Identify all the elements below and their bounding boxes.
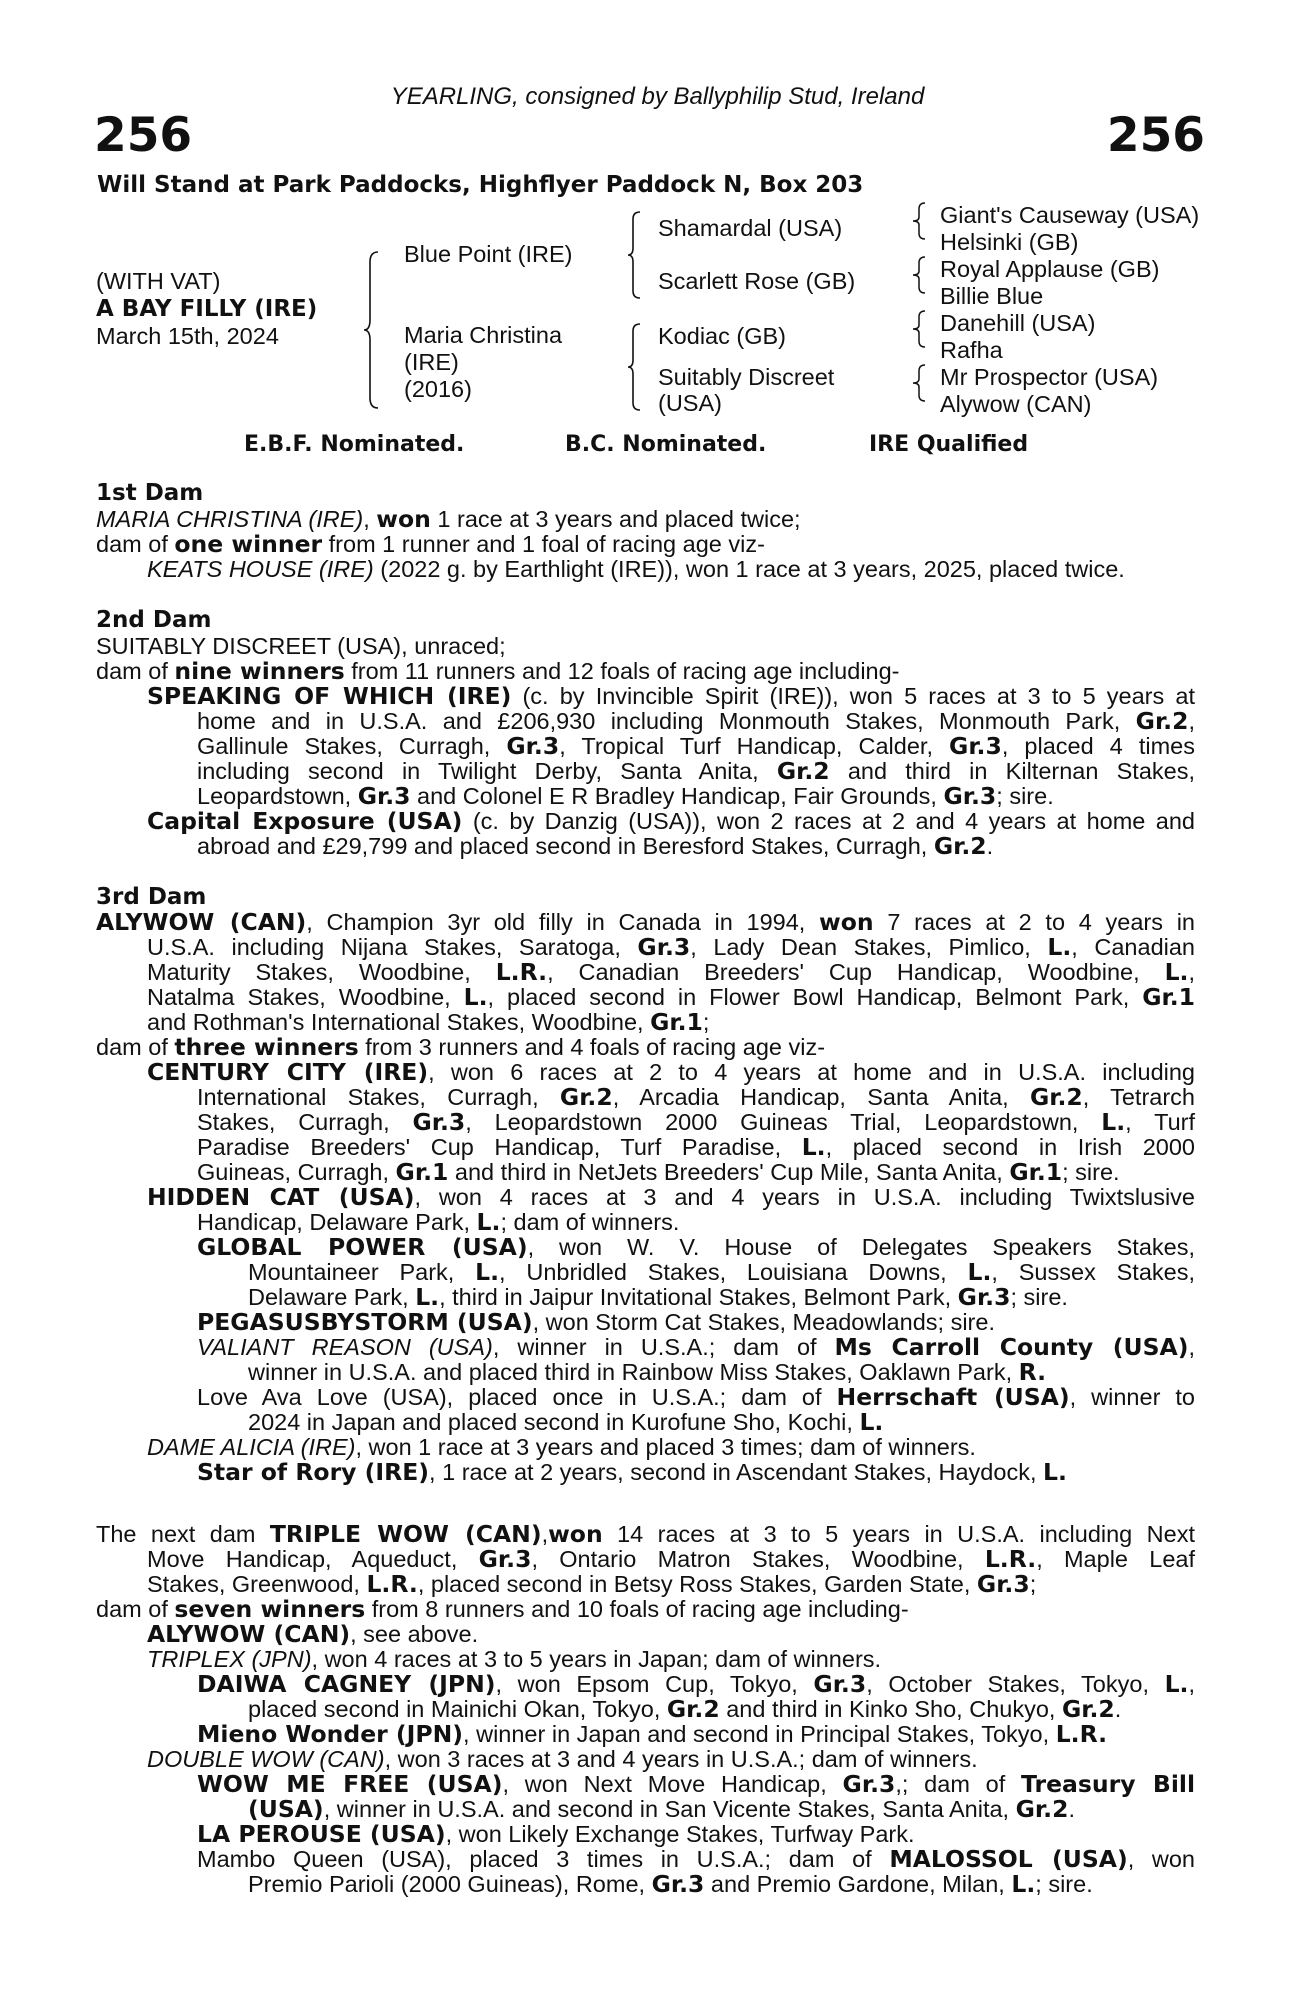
text: (2022 g. by Earthlight (IRE)), won 1 race at 3 years, 2025, placed twice. (373, 556, 1125, 582)
text: , won Next Move Handicap, (502, 1771, 843, 1797)
granddam-line-6: Rafha (940, 337, 1003, 363)
second-dam-line (197, 709, 1195, 734)
text: , placed second in Flower Bowl Handicap, Belmont Park, (487, 984, 1143, 1010)
text: , won 6 races at 2 to 4 years at home and in U.S.A. including (428, 1059, 1195, 1085)
text: , third in Jaipur Invitational Stakes, Belmont Park, (439, 1284, 958, 1310)
next-dam-line (248, 1697, 1121, 1722)
grade: L. (1043, 1458, 1067, 1486)
text: , won W. V. House of Delegates Speakers Stakes, (527, 1234, 1195, 1260)
horse-name: Ms Carroll County (USA) (834, 1333, 1189, 1361)
text: ; sire. (1035, 1871, 1093, 1897)
third-dam-line (147, 1010, 709, 1035)
second-dam-line (197, 784, 1054, 809)
third-dam-line (197, 1385, 1195, 1410)
horse-name: DOUBLE WOW (CAN) (147, 1746, 385, 1772)
grade: Gr.3 (478, 1545, 532, 1573)
text: , (1188, 1671, 1195, 1697)
stand-info: Will Stand at Park Paddocks, Highflyer Paddock N, Box 203 (97, 172, 864, 198)
text: from 11 runners and 12 foals of racing age including- (344, 658, 900, 684)
third-dam-line (147, 960, 1195, 985)
third-dam-line (147, 1185, 1195, 1210)
text: , (1188, 959, 1196, 985)
text: (c. by Invincible Spirit (IRE)), won 5 races at 3 to 5 years at (511, 683, 1195, 709)
horse-name: CENTURY CITY (IRE) (147, 1058, 429, 1086)
next-dam-line (248, 1797, 1075, 1822)
text: and third in NetJets Breeders' Cup Mile, Santa Anita, (448, 1159, 1010, 1185)
text: Mambo Queen (USA), placed 3 times in U.S.A.; dam of (197, 1846, 890, 1872)
third-dam-line (96, 1035, 825, 1060)
text: , won 4 races at 3 and 4 years in U.S.A. including Twixtslusive (414, 1184, 1196, 1210)
horse-name: MALOSSOL (USA) (889, 1845, 1128, 1873)
text: Move Handicap, Aqueduct, (147, 1546, 479, 1572)
third-dam-line (197, 1135, 1195, 1160)
text: , Ontario Matron Stakes, Woodbine, (531, 1546, 985, 1572)
second-dam-heading: 2nd Dam (96, 607, 212, 633)
text: The next dam (96, 1521, 270, 1547)
text: and Colonel E R Bradley Handicap, Fair Grounds, (410, 783, 944, 809)
next-dam-line (147, 1572, 1036, 1597)
horse-name: Capital Exposure (USA) (147, 807, 463, 835)
text: Delaware Park, (248, 1284, 416, 1310)
lot-number-right: 256 (1106, 108, 1205, 163)
third-dam-line (248, 1410, 883, 1435)
grade: L. (967, 1258, 992, 1286)
second-dam-line (147, 809, 1195, 834)
second-dam-line (147, 684, 1195, 709)
grade: L.R. (495, 958, 548, 986)
text: , Tropical Turf Handicap, Calder, (559, 733, 950, 759)
text: , won (1127, 1846, 1195, 1872)
text: , Unbridled Stakes, Louisiana Downs, (499, 1259, 968, 1285)
grade: L. (859, 1408, 884, 1436)
text: 2024 in Japan and placed second in Kurofune Sho, Kochi, (248, 1409, 860, 1435)
brace-g3 (913, 309, 929, 349)
text: , winner in U.S.A.; dam of (492, 1334, 835, 1360)
text: Mountaineer Park, (248, 1259, 476, 1285)
winners-count: seven winners (174, 1595, 366, 1623)
grade: Gr.2 (666, 1695, 720, 1723)
grade: L.R. (366, 1570, 418, 1598)
next-dam-line (96, 1522, 1195, 1547)
granddam-line-3: Royal Applause (GB) (940, 256, 1160, 282)
grade: Gr.2 (776, 757, 830, 785)
lot-number-left: 256 (94, 108, 193, 163)
grade: Gr.1 (1142, 983, 1196, 1011)
grade: L. (463, 983, 488, 1011)
first-dam-line (147, 557, 1125, 582)
won: won (376, 505, 431, 533)
brace-dam (628, 322, 644, 412)
horse-name: SPEAKING OF WHICH (IRE) (147, 682, 512, 710)
won: won (819, 908, 874, 936)
winners-count: one winner (174, 530, 323, 558)
granddam-line-5: Danehill (USA) (940, 310, 1096, 336)
grade: L. (476, 1208, 501, 1236)
text: Maturity Stakes, Woodbine, (147, 959, 496, 985)
grade: Gr.1 (395, 1158, 449, 1186)
grade: Gr.3 (651, 1870, 705, 1898)
next-dam-line (147, 1622, 478, 1647)
text: , (541, 1521, 549, 1547)
horse-name: TRIPLEX (JPN) (147, 1646, 312, 1672)
text: , Tetrarch (1082, 1084, 1195, 1110)
dam-name-line2: (IRE) (404, 349, 459, 375)
text: abroad and £29,799 and placed second in Beresford Stakes, Curragh, (197, 833, 934, 859)
next-dam-line (147, 1747, 978, 1772)
horse-name: ALYWOW (CAN) (147, 1620, 351, 1648)
dam-sire: Kodiac (GB) (658, 323, 786, 349)
brace-main (364, 250, 384, 410)
text: ; sire. (1010, 1284, 1068, 1310)
text: , October Stakes, Tokyo, (866, 1671, 1165, 1697)
horse-name: ALYWOW (CAN) (96, 908, 307, 936)
grade: L.R. (984, 1545, 1037, 1573)
first-dam-line (96, 507, 801, 532)
text: , Maple Leaf (1036, 1546, 1195, 1572)
text: , Canadian Breeders' Cup Handicap, Woodbine, (547, 959, 1165, 985)
text: , placed 4 times (1001, 733, 1195, 759)
bc-nomination: B.C. Nominated. (565, 432, 767, 457)
horse-name: WOW ME FREE (USA) (197, 1770, 503, 1798)
third-dam-line (147, 1060, 1195, 1085)
text: , won 3 races at 3 and 4 years in U.S.A.; dam of winners. (384, 1746, 978, 1772)
text: . (1068, 1796, 1075, 1822)
grade: Gr.3 (957, 1283, 1011, 1311)
text: Leopardstown, (197, 783, 358, 809)
third-dam-line (248, 1360, 1046, 1385)
sire-name: Blue Point (IRE) (404, 241, 573, 267)
next-dam-line (147, 1547, 1195, 1572)
text: , won 1 race at 3 years and placed 3 times; dam of winners. (355, 1434, 976, 1460)
horse-name: VALIANT REASON (USA) (197, 1334, 493, 1360)
third-dam-line (197, 1210, 679, 1235)
grade: Gr.2 (1029, 1083, 1083, 1111)
text: from 1 runner and 1 foal of racing age viz- (322, 531, 765, 557)
third-dam-line (197, 1460, 1067, 1485)
text: from 3 runners and 4 foals of racing age viz- (358, 1034, 826, 1060)
text: . (986, 833, 994, 859)
text: Paradise Breeders' Cup Handicap, Turf Paradise, (197, 1134, 802, 1160)
horse-name: HIDDEN CAT (USA) (147, 1183, 415, 1211)
second-dam-line: SUITABLY DISCREET (USA), unraced; (96, 633, 506, 659)
text: ; sire. (996, 783, 1054, 809)
dam-dam-line1: Suitably Discreet (658, 364, 835, 390)
next-dam-line (96, 1597, 909, 1622)
horse-name: LA PEROUSE (USA) (197, 1820, 446, 1848)
grade: Gr.3 (412, 1108, 466, 1136)
third-dam-line (197, 1235, 1195, 1260)
won: won (548, 1520, 603, 1548)
third-dam-line (197, 1085, 1195, 1110)
text: ,; dam of (895, 1771, 1022, 1797)
grade: Gr.3 (637, 933, 691, 961)
text: , (1188, 708, 1195, 734)
granddam-line-8: Alywow (CAN) (940, 391, 1092, 417)
dam-foaled-year: (2016) (404, 376, 472, 402)
grade: Gr.3 (943, 782, 997, 810)
text: (c. by Danzig (USA)), won 2 races at 2 and 4 years at home and (462, 808, 1195, 834)
text: Stakes, Curragh, (197, 1109, 413, 1135)
grade: Gr.1 (650, 1008, 703, 1036)
text: Stakes, Greenwood, (147, 1571, 367, 1597)
horse-name: Mieno Wonder (JPN) (197, 1720, 464, 1748)
third-dam-line (248, 1285, 1068, 1310)
next-dam-line (197, 1672, 1195, 1697)
third-dam-heading: 3rd Dam (96, 884, 207, 910)
grade: L. (1164, 1670, 1189, 1698)
brace-sire (628, 210, 644, 300)
grade: Gr.3 (976, 1570, 1030, 1598)
text: 1 race at 3 years and placed twice; (430, 506, 801, 532)
text: Natalma Stakes, Woodbine, (147, 984, 464, 1010)
text: , Turf (1125, 1109, 1196, 1135)
grade: Gr.2 (1015, 1795, 1069, 1823)
text: , 1 race at 2 years, second in Ascendant Stakes, Haydock, (429, 1459, 1043, 1485)
horse-name: GLOBAL POWER (USA) (197, 1233, 528, 1261)
text: dam of (96, 1596, 175, 1622)
winners-count: nine winners (174, 657, 345, 685)
grade: L. (1011, 1870, 1036, 1898)
text: dam of (96, 1034, 175, 1060)
text: Guineas, Curragh, (197, 1159, 396, 1185)
horse-name: DAME ALICIA (IRE) (147, 1434, 356, 1460)
text: 7 races at 2 to 4 years in (873, 909, 1195, 935)
third-dam-line (248, 1260, 1195, 1285)
ire-qualification: IRE Qualified (869, 432, 1029, 457)
grade: Gr.2 (1135, 707, 1189, 735)
grade: Gr.2 (1061, 1695, 1115, 1723)
text: Gallinule Stakes, Curragh, (197, 733, 507, 759)
sire-dam: Scarlett Rose (GB) (658, 268, 856, 294)
text: , placed second in Irish 2000 (825, 1134, 1195, 1160)
first-dam-line (96, 532, 765, 557)
text: placed second in Mainichi Okan, Tokyo, (248, 1696, 667, 1722)
next-dam-line (248, 1872, 1093, 1897)
next-dam-line (197, 1722, 1107, 1747)
text: , Leopardstown 2000 Guineas Trial, Leopardstown, (465, 1109, 1102, 1135)
text: , winner in Japan and second in Principal Stakes, Tokyo, (463, 1721, 1056, 1747)
text: , won 4 races at 3 to 5 years in Japan; dam of winners. (311, 1646, 882, 1672)
first-dam-heading: 1st Dam (96, 480, 204, 506)
grade: Gr.2 (559, 1083, 613, 1111)
brace-g2 (913, 255, 929, 295)
text: and Rothman's International Stakes, Woodbine, (147, 1009, 651, 1035)
grade: L.R. (1055, 1720, 1108, 1748)
text: , won Epsom Cup, Tokyo, (495, 1671, 814, 1697)
text: . (1114, 1696, 1122, 1722)
grade: Gr.3 (949, 732, 1002, 760)
text: and third in Kinko Sho, Chukyo, (719, 1696, 1062, 1722)
grade: L. (1101, 1108, 1126, 1136)
text: , Canadian (1071, 934, 1196, 960)
produce-name: KEATS HOUSE (IRE) (147, 556, 374, 582)
text: Handicap, Delaware Park, (197, 1209, 477, 1235)
second-dam-line (96, 659, 900, 684)
text: and Premio Gardone, Milan, (704, 1871, 1012, 1897)
text: , Arcadia Handicap, Santa Anita, (612, 1084, 1030, 1110)
grade: Gr.3 (506, 732, 560, 760)
grade: R. (1018, 1358, 1047, 1386)
granddam-line-2: Helsinki (GB) (940, 229, 1079, 255)
text: 14 races at 3 to 5 years in U.S.A. including Next (602, 1521, 1195, 1547)
third-dam-line (96, 910, 1195, 935)
next-dam-line (147, 1647, 881, 1672)
third-dam-line (147, 1435, 976, 1460)
winners-count: three winners (174, 1033, 359, 1061)
text: ; dam of winners. (500, 1209, 680, 1235)
text: dam of (96, 658, 175, 684)
second-dam-line (197, 834, 993, 859)
third-dam-line (197, 1335, 1195, 1360)
second-dam-line (197, 734, 1195, 759)
text: ; (702, 1009, 710, 1035)
horse-name: (USA) (248, 1795, 324, 1823)
text: , won Likely Exchange Stakes, Turfway Park. (445, 1821, 915, 1847)
dam-name: MARIA CHRISTINA (IRE) (96, 506, 364, 532)
text: ; (1029, 1571, 1037, 1597)
text: dam of (96, 531, 175, 557)
ebf-nomination: E.B.F. Nominated. (244, 432, 465, 457)
grade: Gr.3 (813, 1670, 867, 1698)
text: Love Ava Love (USA), placed once in U.S.A.; dam of (197, 1384, 837, 1410)
horse-name: A BAY FILLY (IRE) (96, 296, 318, 322)
granddam-line-1: Giant's Causeway (USA) (940, 202, 1200, 228)
brace-g4 (913, 363, 929, 403)
grade: L. (1047, 933, 1072, 961)
grade: Gr.3 (357, 782, 411, 810)
text: , (1188, 1334, 1195, 1360)
horse-name: Herrschaft (USA) (836, 1383, 1070, 1411)
grade: Gr.2 (933, 832, 987, 860)
text: , winner to (1069, 1384, 1195, 1410)
text: , Lady Dean Stakes, Pimlico, (690, 934, 1048, 960)
vat-note: (WITH VAT) (96, 268, 221, 294)
third-dam-line (197, 1110, 1195, 1135)
horse-name: DAIWA CAGNEY (JPN) (197, 1670, 496, 1698)
foaling-date: March 15th, 2024 (96, 323, 279, 349)
next-dam-line (197, 1772, 1195, 1797)
text: , placed second in Betsy Ross Stakes, Garden State, (417, 1571, 977, 1597)
text: including second in Twilight Derby, Santa Anita, (197, 758, 777, 784)
third-dam-line (197, 1160, 1120, 1185)
horse-name: TRIPLE WOW (CAN) (269, 1520, 542, 1548)
text: winner in U.S.A. and placed third in Rainbow Miss Stakes, Oaklawn Park, (248, 1359, 1019, 1385)
text: , (363, 506, 377, 532)
text: home and in U.S.A. and £206,930 including Monmouth Stakes, Monmouth Park, (197, 708, 1136, 734)
text: , see above. (350, 1621, 479, 1647)
text: U.S.A. including Nijana Stakes, Saratoga, (147, 934, 638, 960)
granddam-line-4: Billie Blue (940, 283, 1044, 309)
catalogue-subtitle: YEARLING, consigned by Ballyphilip Stud, Ireland (390, 83, 925, 110)
horse-name: Treasury Bill (1021, 1770, 1196, 1798)
dam-name-line1: Maria Christina (404, 322, 563, 348)
dam-dam-line2: (USA) (658, 390, 722, 416)
next-dam-line (197, 1822, 915, 1847)
text: International Stakes, Curragh, (197, 1084, 560, 1110)
text: , Sussex Stakes, (991, 1259, 1195, 1285)
third-dam-line (197, 1310, 995, 1335)
text: Premio Parioli (2000 Guineas), Rome, (248, 1871, 652, 1897)
third-dam-line (147, 935, 1195, 960)
next-dam-line (197, 1847, 1195, 1872)
sire-sire: Shamardal (USA) (658, 215, 843, 241)
text: , winner in U.S.A. and second in San Vicente Stakes, Santa Anita, (323, 1796, 1016, 1822)
brace-g1 (913, 201, 929, 241)
grade: L. (801, 1133, 826, 1161)
horse-name: PEGASUSBYSTORM (USA) (197, 1308, 533, 1336)
horse-name: Star of Rory (IRE) (197, 1458, 430, 1486)
grade: L. (475, 1258, 500, 1286)
text: and third in Kilternan Stakes, (829, 758, 1195, 784)
grade: L. (1164, 958, 1189, 986)
text: ; sire. (1062, 1159, 1120, 1185)
text: , won Storm Cat Stakes, Meadowlands; sire. (532, 1309, 995, 1335)
grade: Gr.3 (842, 1770, 896, 1798)
grade: L. (415, 1283, 440, 1311)
text: , Champion 3yr old filly in Canada in 1994, (306, 909, 820, 935)
third-dam-line (147, 985, 1195, 1010)
second-dam-line (197, 759, 1195, 784)
text: from 8 runners and 10 foals of racing age including- (365, 1596, 909, 1622)
granddam-line-7: Mr Prospector (USA) (940, 364, 1159, 390)
grade: Gr.1 (1009, 1158, 1063, 1186)
